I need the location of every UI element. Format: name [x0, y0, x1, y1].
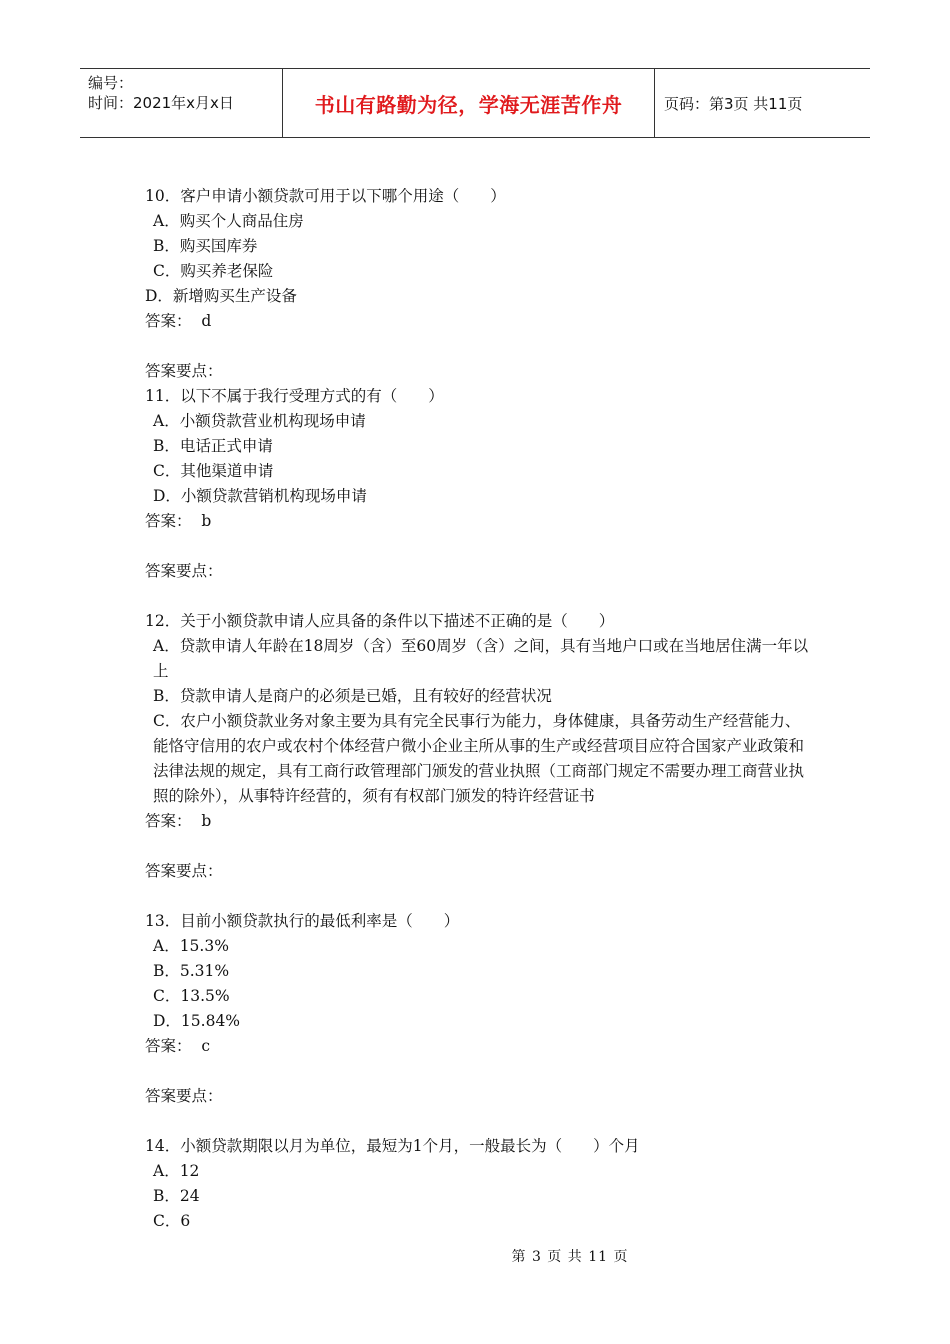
question-stem: 13．目前小额贷款执行的最低利率是（ ） — [145, 912, 460, 930]
answer-points: 答案要点： — [145, 1087, 223, 1105]
header-motto-cell — [282, 69, 655, 137]
option-c: C．农户小额贷款业务对象主要为具有完全民事行为能力，身体健康，具备劳动生产经营能力、能恪守信用的农户或农村个体经营户微小企业主所从事的生产或经营项目应符合国家产业政策和法律法规的规定，具有工商行政管理部门颁发的营业执照（工商部门规定不需要办理工商营业执照的除外），从事特许经营的，须有有权部门颁发的特许经营证书 — [153, 712, 805, 805]
question-stem: 14．小额贷款期限以月为单位，最短为1个月，一般最长为（ ）个月 — [145, 1137, 640, 1155]
option-c: C．13.5% — [153, 987, 230, 1005]
answer-points: 答案要点： — [145, 362, 223, 380]
option-b: B．24 — [153, 1187, 200, 1205]
question-stem: 11．以下不属于我行受理方式的有（ ） — [145, 387, 444, 405]
answer: 答案： b — [145, 512, 212, 530]
option-d: D．新增购买生产设备 — [145, 287, 297, 305]
document-time-label: 时间：2021年x月x日 — [88, 94, 234, 112]
option-a: A．15.3% — [153, 937, 229, 955]
document-number-label: 编号： — [88, 74, 134, 92]
question-stem: 12．关于小额贷款申请人应具备的条件以下描述不正确的是（ ） — [145, 612, 615, 630]
header-meta — [80, 69, 282, 137]
option-c: C．购买养老保险 — [153, 262, 274, 280]
question-14 — [145, 1134, 810, 1234]
option-b: B．5.31% — [153, 962, 230, 980]
option-c: C．其他渠道申请 — [153, 462, 274, 480]
question-list — [145, 184, 810, 1234]
option-a: A．贷款申请人年龄在18周岁（含）至60周岁（含）之间，具有当地户口或在当地居住满一年以上 — [153, 637, 809, 680]
question-10 — [145, 184, 810, 384]
question-13 — [145, 909, 810, 1134]
option-d: D．小额贷款营销机构现场申请 — [153, 487, 367, 505]
answer: 答案： d — [145, 312, 212, 330]
answer-points: 答案要点： — [145, 562, 223, 580]
option-a: A．12 — [153, 1162, 200, 1180]
answer-points: 答案要点： — [145, 862, 223, 880]
option-d: D．15.84% — [153, 1012, 241, 1030]
answer: 答案： c — [145, 1037, 211, 1055]
option-b: B．购买国库券 — [153, 237, 258, 255]
option-c: C．6 — [153, 1212, 191, 1230]
header-page-info: 页码：第3页 共11页 — [664, 94, 803, 113]
option-a: A．小额贷款营业机构现场申请 — [153, 412, 366, 430]
page-footer: 第 3 页 共 11 页 — [511, 1249, 629, 1265]
page-header — [80, 68, 870, 138]
question-11 — [145, 384, 810, 609]
header-motto: 书山有路勤为径，学海无涯苦作舟 — [314, 92, 623, 117]
option-b: B．电话正式申请 — [153, 437, 273, 455]
option-a: A．购买个人商品住房 — [153, 212, 304, 230]
question-12 — [145, 609, 810, 909]
answer: 答案： b — [145, 812, 212, 830]
question-stem: 10．客户申请小额贷款可用于以下哪个用途（ ） — [145, 187, 506, 205]
option-b: B．贷款申请人是商户的必须是已婚，且有较好的经营状况 — [153, 687, 552, 705]
